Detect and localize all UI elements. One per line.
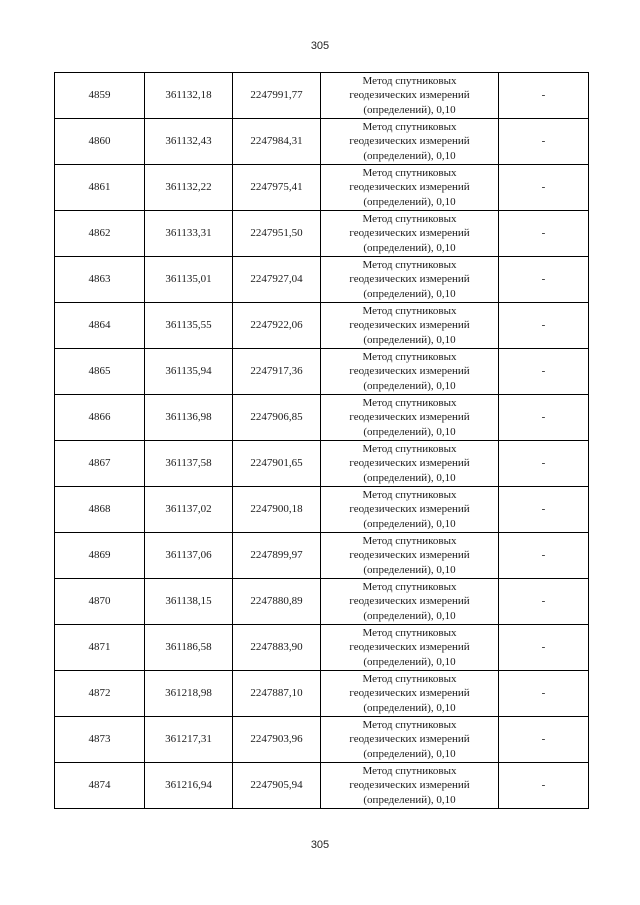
method-text-line: геодезических измерений [349, 779, 470, 792]
method-text-line: Метод спутниковых [362, 718, 457, 731]
table-row [55, 717, 589, 763]
description-cell: - [499, 579, 589, 625]
page-number-bottom: 305 [310, 839, 330, 851]
method-text-line: геодезических измерений [349, 273, 470, 286]
point-number-cell: 4862 [55, 211, 145, 257]
description-cell: - [499, 625, 589, 671]
table-body [55, 73, 589, 809]
method-text-line: геодезических измерений [349, 227, 470, 240]
description-cell: - [499, 119, 589, 165]
method-text-line: Метод спутниковых [362, 488, 457, 501]
method-cell [321, 165, 499, 211]
x-coordinate-cell: 361132,22 [145, 165, 233, 211]
y-coordinate-cell: 2247887,10 [233, 671, 321, 717]
x-coordinate-cell: 361132,18 [145, 73, 233, 119]
method-text-line: Метод спутниковых [362, 304, 457, 317]
method-cell [321, 303, 499, 349]
y-coordinate-cell: 2247927,04 [233, 257, 321, 303]
description-cell: - [499, 763, 589, 809]
method-text-line: геодезических измерений [349, 733, 470, 746]
point-number-cell: 4869 [55, 533, 145, 579]
y-coordinate-cell: 2247991,77 [233, 73, 321, 119]
point-number-cell: 4861 [55, 165, 145, 211]
table-row [55, 73, 589, 119]
method-text-line: (определений), 0,10 [363, 379, 456, 392]
method-text-line: (определений), 0,10 [363, 333, 456, 346]
y-coordinate-cell: 2247917,36 [233, 349, 321, 395]
table-row [55, 257, 589, 303]
method-text-line: геодезических измерений [349, 503, 470, 516]
method-cell [321, 487, 499, 533]
method-text-line: геодезических измерений [349, 687, 470, 700]
table-row [55, 487, 589, 533]
method-cell [321, 579, 499, 625]
point-number-cell: 4860 [55, 119, 145, 165]
method-text-line: (определений), 0,10 [363, 471, 456, 484]
y-coordinate-cell: 2247903,96 [233, 717, 321, 763]
method-cell [321, 717, 499, 763]
description-cell: - [499, 717, 589, 763]
table-row [55, 119, 589, 165]
y-coordinate-cell: 2247899,97 [233, 533, 321, 579]
description-cell: - [499, 671, 589, 717]
y-coordinate-cell: 2247883,90 [233, 625, 321, 671]
x-coordinate-cell: 361137,06 [145, 533, 233, 579]
description-cell: - [499, 487, 589, 533]
point-number-cell: 4864 [55, 303, 145, 349]
method-text-line: (определений), 0,10 [363, 747, 456, 760]
point-number-cell: 4868 [55, 487, 145, 533]
method-text-line: геодезических измерений [349, 365, 470, 378]
x-coordinate-cell: 361133,31 [145, 211, 233, 257]
method-text-line: Метод спутниковых [362, 764, 457, 777]
method-text-line: Метод спутниковых [362, 626, 457, 639]
x-coordinate-cell: 361137,02 [145, 487, 233, 533]
y-coordinate-cell: 2247975,41 [233, 165, 321, 211]
method-cell [321, 763, 499, 809]
table-row [55, 763, 589, 809]
x-coordinate-cell: 361132,43 [145, 119, 233, 165]
point-number-cell: 4870 [55, 579, 145, 625]
method-cell [321, 349, 499, 395]
table-row [55, 579, 589, 625]
method-cell [321, 395, 499, 441]
method-text-line: (определений), 0,10 [363, 149, 456, 162]
method-text-line: (определений), 0,10 [363, 241, 456, 254]
y-coordinate-cell: 2247906,85 [233, 395, 321, 441]
method-text-line: (определений), 0,10 [363, 793, 456, 806]
description-cell: - [499, 441, 589, 487]
method-text-line: Метод спутниковых [362, 350, 457, 363]
method-cell [321, 211, 499, 257]
x-coordinate-cell: 361138,15 [145, 579, 233, 625]
point-number-cell: 4867 [55, 441, 145, 487]
description-cell: - [499, 73, 589, 119]
method-cell [321, 625, 499, 671]
table-row [55, 671, 589, 717]
method-text-line: (определений), 0,10 [363, 103, 456, 116]
x-coordinate-cell: 361216,94 [145, 763, 233, 809]
method-text-line: геодезических измерений [349, 595, 470, 608]
method-cell [321, 671, 499, 717]
description-cell: - [499, 395, 589, 441]
method-text-line: Метод спутниковых [362, 580, 457, 593]
y-coordinate-cell: 2247951,50 [233, 211, 321, 257]
table-row [55, 441, 589, 487]
x-coordinate-cell: 361135,01 [145, 257, 233, 303]
x-coordinate-cell: 361135,55 [145, 303, 233, 349]
y-coordinate-cell: 2247901,65 [233, 441, 321, 487]
method-cell [321, 119, 499, 165]
method-text-line: (определений), 0,10 [363, 425, 456, 438]
method-text-line: Метод спутниковых [362, 212, 457, 225]
x-coordinate-cell: 361218,98 [145, 671, 233, 717]
method-text-line: (определений), 0,10 [363, 655, 456, 668]
table-row [55, 533, 589, 579]
method-text-line: Метод спутниковых [362, 120, 457, 133]
table-row [55, 165, 589, 211]
point-number-cell: 4872 [55, 671, 145, 717]
coordinates-table [54, 72, 589, 809]
table-row [55, 625, 589, 671]
method-text-line: (определений), 0,10 [363, 563, 456, 576]
point-number-cell: 4866 [55, 395, 145, 441]
method-text-line: Метод спутниковых [362, 74, 457, 87]
method-text-line: (определений), 0,10 [363, 195, 456, 208]
description-cell: - [499, 303, 589, 349]
description-cell: - [499, 257, 589, 303]
method-cell [321, 73, 499, 119]
method-text-line: (определений), 0,10 [363, 701, 456, 714]
method-text-line: (определений), 0,10 [363, 287, 456, 300]
method-text-line: Метод спутниковых [362, 534, 457, 547]
description-cell: - [499, 165, 589, 211]
y-coordinate-cell: 2247922,06 [233, 303, 321, 349]
table-row [55, 303, 589, 349]
method-text-line: Метод спутниковых [362, 258, 457, 271]
method-text-line: Метод спутниковых [362, 166, 457, 179]
point-number-cell: 4873 [55, 717, 145, 763]
point-number-cell: 4871 [55, 625, 145, 671]
table-row [55, 395, 589, 441]
method-text-line: (определений), 0,10 [363, 517, 456, 530]
table-row [55, 211, 589, 257]
page-number-top: 305 [310, 40, 330, 52]
method-text-line: геодезических измерений [349, 181, 470, 194]
point-number-cell: 4874 [55, 763, 145, 809]
point-number-cell: 4865 [55, 349, 145, 395]
y-coordinate-cell: 2247900,18 [233, 487, 321, 533]
table-row [55, 349, 589, 395]
method-text-line: Метод спутниковых [362, 672, 457, 685]
description-cell: - [499, 533, 589, 579]
y-coordinate-cell: 2247984,31 [233, 119, 321, 165]
point-number-cell: 4859 [55, 73, 145, 119]
x-coordinate-cell: 361186,58 [145, 625, 233, 671]
method-cell [321, 533, 499, 579]
method-text-line: геодезических измерений [349, 135, 470, 148]
method-cell [321, 257, 499, 303]
x-coordinate-cell: 361135,94 [145, 349, 233, 395]
method-text-line: геодезических измерений [349, 641, 470, 654]
description-cell: - [499, 349, 589, 395]
point-number-cell: 4863 [55, 257, 145, 303]
method-text-line: (определений), 0,10 [363, 609, 456, 622]
method-text-line: геодезических измерений [349, 549, 470, 562]
description-cell: - [499, 211, 589, 257]
method-text-line: Метод спутниковых [362, 396, 457, 409]
method-text-line: геодезических измерений [349, 457, 470, 470]
y-coordinate-cell: 2247880,89 [233, 579, 321, 625]
method-text-line: геодезических измерений [349, 411, 470, 424]
method-text-line: Метод спутниковых [362, 442, 457, 455]
x-coordinate-cell: 361136,98 [145, 395, 233, 441]
y-coordinate-cell: 2247905,94 [233, 763, 321, 809]
method-cell [321, 441, 499, 487]
method-text-line: геодезических измерений [349, 89, 470, 102]
x-coordinate-cell: 361217,31 [145, 717, 233, 763]
method-text-line: геодезических измерений [349, 319, 470, 332]
x-coordinate-cell: 361137,58 [145, 441, 233, 487]
